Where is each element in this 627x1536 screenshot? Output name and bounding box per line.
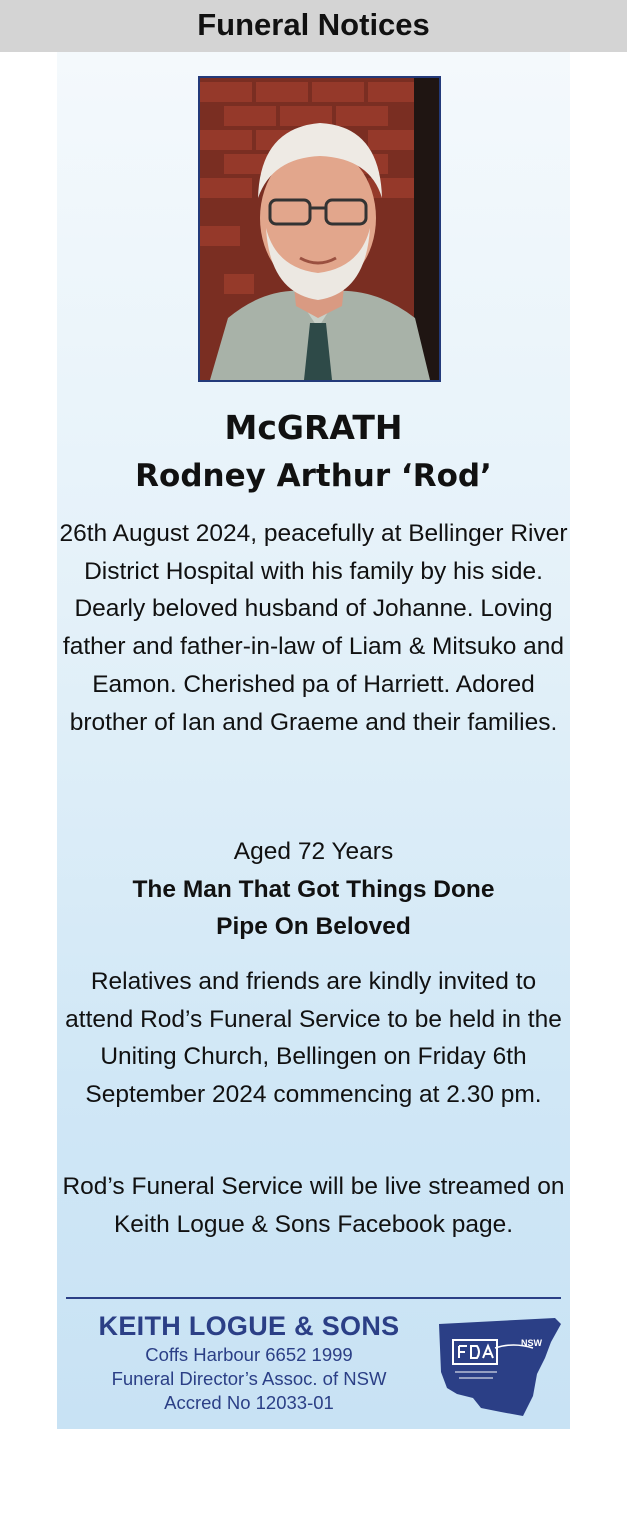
fda-nsw-logo bbox=[437, 1312, 563, 1420]
director-phone: Coffs Harbour 6652 1999 bbox=[145, 1344, 353, 1365]
nsw-map-logo-icon bbox=[437, 1312, 563, 1420]
age-text: Aged 72 Years bbox=[233, 838, 394, 865]
tribute-line-2: Pipe On Beloved bbox=[216, 913, 411, 941]
director-name: KEITH LOGUE & SONS bbox=[98, 1311, 400, 1341]
service-details-text: Relatives and friends are kindly invited to attend Rod’s Funeral Service to be held in the Uniting Church, Bellingen on Friday 6th September 2024 commencing at 2.30 pm. bbox=[65, 968, 562, 1109]
tribute-line-1: The Man That Got Things Done bbox=[132, 875, 495, 903]
age-and-tribute bbox=[57, 833, 570, 946]
section-header bbox=[0, 0, 627, 52]
livestream-paragraph bbox=[57, 1168, 570, 1243]
funeral-director-info bbox=[69, 1309, 429, 1415]
director-accreditation: Accred No 12033-01 bbox=[164, 1392, 334, 1413]
svg-text:NSW: NSW bbox=[521, 1338, 542, 1348]
obituary-text: 26th August 2024, peacefully at Bellinger River District Hospital with his family by his side. Dearly beloved husband of Johanne. Loving father and father-in-law of Liam & Mitsuko and Eamon. Cherished pa of Harriett. Adored brother of Ian and Graeme and their families. bbox=[59, 520, 568, 736]
full-name: Rodney Arthur ‘Rod’ bbox=[135, 458, 492, 494]
portrait-photo bbox=[198, 76, 441, 382]
section-title: Funeral Notices bbox=[197, 7, 430, 42]
surname: McGRATH bbox=[224, 408, 403, 447]
obituary-paragraph bbox=[57, 515, 570, 741]
divider bbox=[66, 1297, 561, 1299]
funeral-notice bbox=[57, 52, 570, 1429]
service-paragraph bbox=[57, 963, 570, 1114]
livestream-text: Rod’s Funeral Service will be live streamed on Keith Logue & Sons Facebook page. bbox=[62, 1173, 565, 1238]
portrait-image bbox=[200, 78, 439, 380]
deceased-name bbox=[57, 404, 570, 500]
director-association: Funeral Director’s Assoc. of NSW bbox=[111, 1368, 387, 1389]
